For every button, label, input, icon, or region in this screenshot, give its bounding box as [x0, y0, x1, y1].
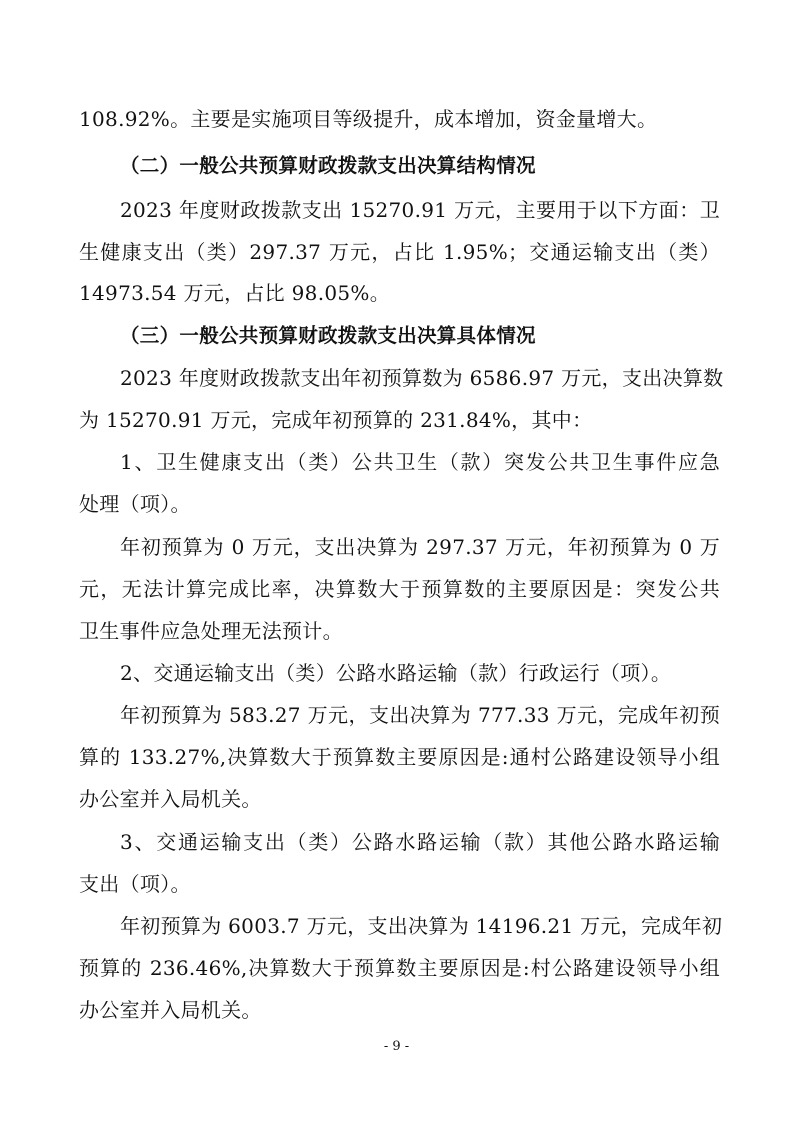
paragraph-line: 3、交通运输支出（类）公路水路运输（款）其他公路水路运输 [120, 830, 720, 854]
paragraph-line: 办公室并入局机关。 [79, 998, 262, 1022]
paragraph-line: 2023 年度财政拨款支出年初预算数为 6586.97 万元，支出决算数 [120, 366, 724, 390]
paragraph-line: 1、卫生健康支出（类）公共卫生（款）突发公共卫生事件应急 [120, 450, 720, 474]
paragraph-line: 年初预算为 6003.7 万元，支出决算为 14196.21 万元，完成年初 [120, 914, 723, 938]
paragraph-line: 卫生事件应急处理无法预计。 [79, 619, 343, 643]
paragraph-line: 支出（项）。 [79, 872, 191, 896]
paragraph-line: 年初预算为 583.27 万元，支出决算为 777.33 万元，完成年初预 [120, 703, 720, 727]
paragraph-line: 预算的 236.46%,决算数大于预算数主要原因是:村公路建设领导小组 [79, 956, 720, 980]
section-heading: （二）一般公共预算财政拨款支出决算结构情况 [120, 154, 536, 177]
paragraph-line: 办公室并入局机关。 [79, 787, 262, 811]
paragraph-line: 14973.54 万元，占比 98.05%。 [79, 281, 391, 305]
paragraph-line: 生健康支出（类）297.37 万元，占比 1.95%；交通运输支出（类） [79, 240, 720, 264]
paragraph-line: 为 15270.91 万元，完成年初预算的 231.84%，其中： [79, 408, 593, 432]
paragraph-line: 处理（项）。 [79, 492, 191, 516]
paragraph-line: 108.92%。主要是实施项目等级提升，成本增加，资金量增大。 [79, 107, 658, 131]
paragraph-line: 2、交通运输支出（类）公路水路运输（款）行政运行（项）。 [120, 661, 672, 685]
page-number: - 9 - [383, 1039, 410, 1054]
section-heading: （三）一般公共预算财政拨款支出决算具体情况 [120, 324, 536, 347]
paragraph-line: 算的 133.27%,决算数大于预算数主要原因是:通村公路建设领导小组 [79, 745, 720, 769]
paragraph-line: 2023 年度财政拨款支出 15270.91 万元，主要用于以下方面：卫 [120, 198, 720, 222]
paragraph-line: 元，无法计算完成比率，决算数大于预算数的主要原因是：突发公共 [79, 577, 720, 601]
paragraph-line: 年初预算为 0 万元，支出决算为 297.37 万元，年初预算为 0 万 [120, 535, 720, 559]
